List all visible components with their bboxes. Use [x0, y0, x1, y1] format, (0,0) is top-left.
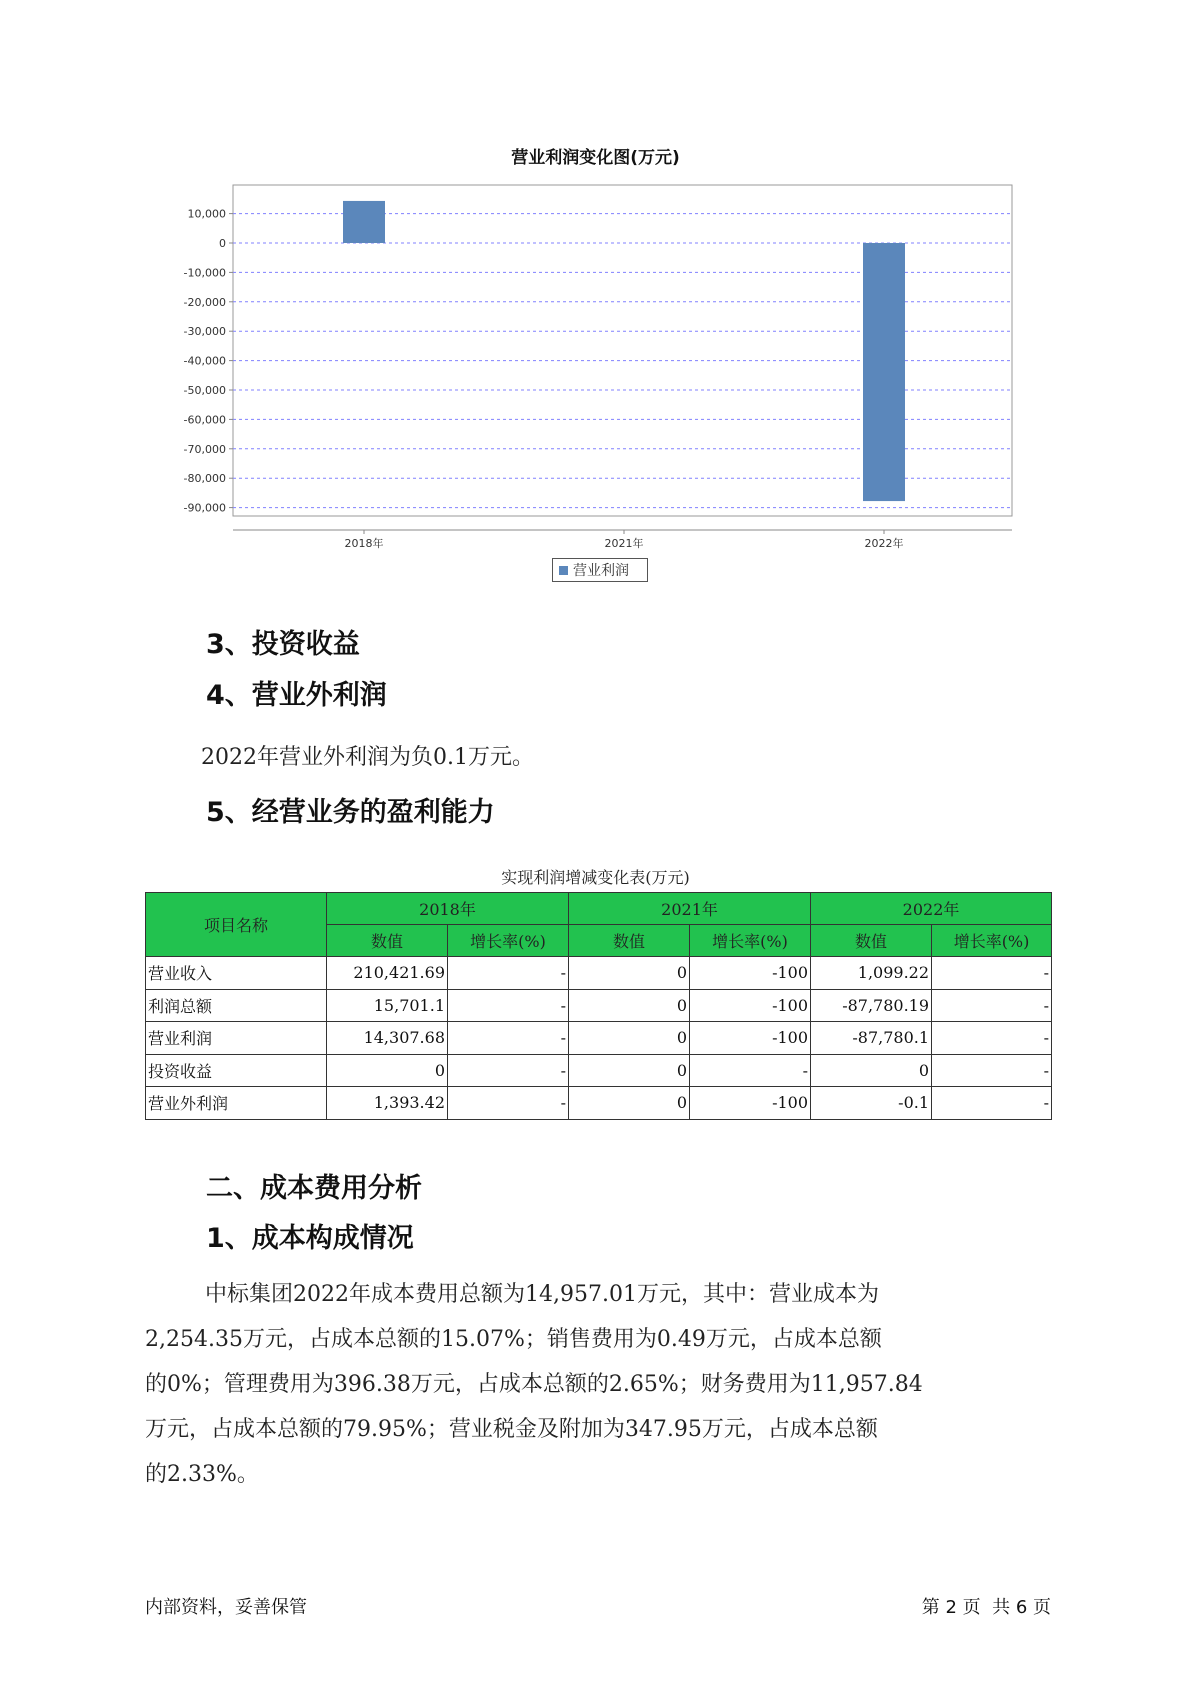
cell: 0 — [569, 957, 690, 990]
cell: - — [932, 957, 1052, 990]
cell: -0.1 — [811, 1087, 932, 1120]
cell: - — [932, 1087, 1052, 1120]
cell: 0 — [569, 1087, 690, 1120]
row-name: 营业利润 — [146, 1022, 327, 1055]
x-tick-label: 2018年 — [344, 537, 384, 550]
subheader-growth: 增长率(%) — [448, 925, 569, 957]
cell: 0 — [327, 1054, 448, 1087]
cell: - — [448, 989, 569, 1022]
paragraph-line: 的0%；管理费用为396.38万元，占成本总额的2.65%；财务费用为11,957.84 — [145, 1372, 923, 1397]
profit-change-table — [145, 892, 1052, 1120]
cell: -100 — [690, 1022, 811, 1055]
paragraph-line: 中标集团2022年成本费用总额为14,957.01万元，其中：营业成本为 — [205, 1282, 879, 1307]
heading-cost-composition: 1、成本构成情况 — [206, 1223, 414, 1254]
row-name: 利润总额 — [146, 989, 327, 1022]
heading-cost-analysis: 二、成本费用分析 — [206, 1173, 422, 1204]
row-name: 营业收入 — [146, 957, 327, 990]
bars — [343, 201, 905, 501]
cell: 0 — [569, 989, 690, 1022]
header-item-name: 项目名称 — [146, 893, 327, 957]
header-year: 2021年 — [569, 893, 811, 925]
cell: -100 — [690, 989, 811, 1022]
cell: -87,780.1 — [811, 1022, 932, 1055]
y-tick-label: -40,000 — [183, 354, 226, 368]
y-tick-label: -50,000 — [183, 384, 226, 397]
row-name: 投资收益 — [146, 1054, 327, 1087]
y-tick-label: -60,000 — [183, 413, 226, 427]
heading-investment-income: 3、投资收益 — [206, 629, 360, 660]
footer-confidential: 内部资料，妥善保管 — [145, 1597, 307, 1618]
x-tick-label: 2021年 — [604, 537, 644, 550]
cell: - — [932, 989, 1052, 1022]
cell: 0 — [569, 1022, 690, 1055]
cell: 1,099.22 — [811, 957, 932, 990]
cell: 14,307.68 — [327, 1022, 448, 1055]
subheader-value: 数值 — [569, 925, 690, 957]
y-tick-label: 10,000 — [187, 207, 226, 221]
table-row — [146, 1022, 1052, 1055]
header-year: 2022年 — [811, 893, 1052, 925]
cell: 0 — [811, 1054, 932, 1087]
cell: 15,701.1 — [327, 989, 448, 1022]
cell: - — [448, 957, 569, 990]
table-row — [146, 957, 1052, 990]
y-tick-label: -80,000 — [183, 472, 226, 486]
paragraph-line: 的2.33%。 — [145, 1462, 259, 1487]
subheader-growth: 增长率(%) — [690, 925, 811, 957]
paragraph-line: 2,254.35万元，占成本总额的15.07%；销售费用为0.49万元，占成本总额 — [145, 1327, 882, 1352]
y-tick-label: -90,000 — [183, 501, 226, 515]
legend-label: 营业利润 — [573, 563, 629, 579]
chart-legend — [552, 558, 648, 582]
footer-page-number: 第 2 页 共 6 页 — [921, 1597, 1051, 1618]
table-row — [146, 989, 1052, 1022]
table-header-row — [146, 893, 1052, 925]
paragraph-line: 万元，占成本总额的79.95%；营业税金及附加为347.95万元，占成本总额 — [145, 1417, 878, 1442]
cell: 1,393.42 — [327, 1087, 448, 1120]
cell: 0 — [569, 1054, 690, 1087]
row-name: 营业外利润 — [146, 1087, 327, 1120]
y-tick-label: -30,000 — [183, 325, 226, 339]
chart-title: 营业利润变化图(万元) — [511, 148, 680, 168]
cell: - — [448, 1022, 569, 1055]
x-tick-label: 2022年 — [864, 537, 904, 550]
bar — [863, 243, 905, 501]
y-tick-label: -70,000 — [183, 442, 226, 456]
y-tick-label: 0 — [219, 237, 226, 250]
operating-profit-chart — [0, 0, 1191, 600]
heading-profitability: 5、经营业务的盈利能力 — [206, 797, 495, 828]
bar — [343, 201, 385, 243]
cell: - — [448, 1087, 569, 1120]
cell: - — [932, 1022, 1052, 1055]
table-row — [146, 1054, 1052, 1087]
cell: - — [690, 1054, 811, 1087]
header-year: 2018年 — [327, 893, 569, 925]
cell: - — [448, 1054, 569, 1087]
y-tick-label: -10,000 — [183, 266, 226, 280]
cell: -87,780.19 — [811, 989, 932, 1022]
y-axis — [184, 208, 233, 515]
y-tick-label: -20,000 — [183, 295, 226, 309]
legend-swatch — [559, 566, 568, 575]
cell: -100 — [690, 1087, 811, 1120]
subheader-value: 数值 — [811, 925, 932, 957]
cell: -100 — [690, 957, 811, 990]
cell: 210,421.69 — [327, 957, 448, 990]
subheader-value: 数值 — [327, 925, 448, 957]
subheader-growth: 增长率(%) — [932, 925, 1052, 957]
heading-non-operating-profit: 4、营业外利润 — [206, 680, 387, 711]
table-caption: 实现利润增减变化表(万元) — [501, 868, 690, 887]
cell: - — [932, 1054, 1052, 1087]
table-row — [146, 1087, 1052, 1120]
x-axis — [345, 530, 904, 550]
non-operating-profit-text: 2022年营业外利润为负0.1万元。 — [201, 745, 534, 770]
